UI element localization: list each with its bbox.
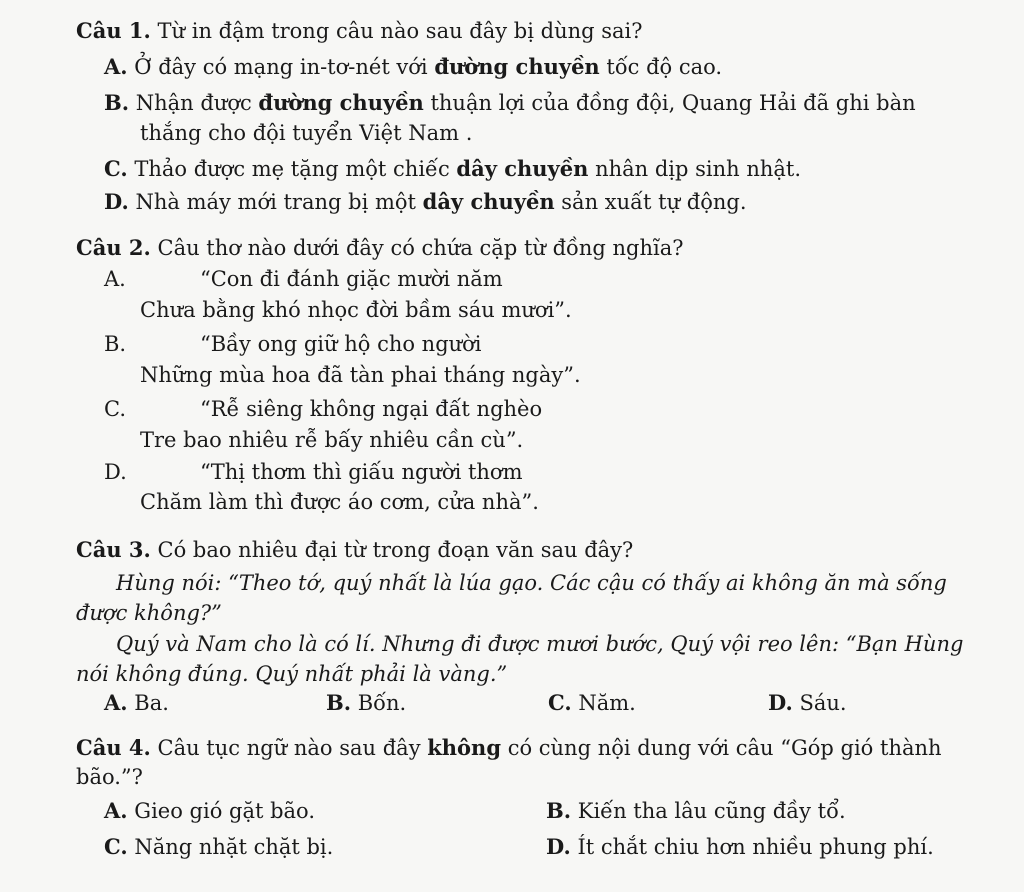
q1-stem [76,18,643,44]
q1-label: Câu 1. [76,18,151,43]
q3-c-text: Năm. [578,691,636,715]
q2-option-c-line1: “Rễ siêng không ngại đất nghèo [200,397,543,421]
q2-option-a-line1: “Con đi đánh giặc mười năm [200,267,503,291]
q1-option-b-line2: thắng cho đội tuyển Việt Nam . [140,121,473,145]
q2-label: Câu 2. [76,235,151,260]
q3-passage-p1-line2: được không?” [76,601,222,625]
q1-b-key: B. [104,90,130,115]
q1-option-a [104,54,722,80]
q2-option-d-key: D. [104,460,127,484]
q1-c-post: nhân dịp sinh nhật. [588,157,802,181]
q1-c-bold: dây chuyền [456,156,589,181]
q1-a-key: A. [104,54,128,79]
q3-passage-p2-line1: Quý và Nam cho là có lí. Nhưng đi được mươi bước, Quý vội reo lên: “Bạn Hùng [116,632,964,656]
q4-label: Câu 4. [76,735,151,760]
q3-option-c [548,690,636,716]
q2-option-c-key: C. [104,397,126,421]
q3-option-d [768,690,847,716]
q2-option-a-key: A. [104,267,126,291]
q2-option-c-line2: Tre bao nhiêu rễ bấy nhiêu cần cù”. [140,428,524,452]
q4-stem-line2: bão.”? [76,765,143,789]
q4-post: có cùng nội dung với câu “Góp gió thành [501,736,942,760]
q2-option-b-line1: “Bầy ong giữ hộ cho người [200,332,482,356]
q4-pre: Câu tục ngữ nào sau đây [157,736,428,760]
q1-b-bold: đường chuyền [258,90,424,115]
q2-stem [76,235,684,261]
q1-option-d [104,189,747,215]
q4-bold: không [427,735,502,760]
q3-b-text: Bốn. [357,691,407,715]
q3-d-key: D. [768,690,793,715]
q4-b-key: B. [546,798,572,823]
q4-c-text: Năng nhặt chặt bị. [134,835,334,859]
q1-option-c [104,156,801,182]
q4-option-b [546,798,846,824]
q4-option-c [104,834,333,860]
q3-c-key: C. [548,690,572,715]
q3-passage-p2-line2: nói không đúng. Quý nhất phải là vàng.” [76,662,508,686]
q3-option-a [104,690,169,716]
q4-option-d [546,834,934,860]
q3-a-text: Ba. [134,691,169,715]
q4-option-a [104,798,315,824]
q3-b-key: B. [326,690,352,715]
q3-d-text: Sáu. [799,691,847,715]
q1-d-post: sản xuất tự động. [554,190,747,214]
q4-c-key: C. [104,834,128,859]
q2-option-a-line2: Chưa bằng khó nhọc đời bầm sáu mươi”. [140,298,572,322]
q1-a-post: tốc độ cao. [599,55,723,79]
q4-d-key: D. [546,834,571,859]
q3-stem [76,537,633,563]
q4-stem [76,735,942,761]
q1-text: Từ in đậm trong câu nào sau đây bị dùng sai? [157,19,643,43]
q3-option-b [326,690,406,716]
q3-label: Câu 3. [76,537,151,562]
q1-d-key: D. [104,189,129,214]
q3-passage-p1-line1: Hùng nói: “Theo tớ, quý nhất là lúa gạo. Các cậu có thấy ai không ăn mà sống [116,571,947,595]
q4-b-text: Kiến tha lâu cũng đầy tổ. [577,799,846,823]
q1-b-post: thuận lợi của đồng đội, Quang Hải đã ghi bàn [423,91,916,115]
q2-option-b-line2: Những mùa hoa đã tàn phai tháng ngày”. [140,363,581,387]
q1-d-bold: dây chuyền [422,189,555,214]
q1-option-b [104,90,916,116]
q2-text: Câu thơ nào dưới đây có chứa cặp từ đồng nghĩa? [157,236,684,260]
q2-option-d-line1: “Thị thơm thì giấu người thơm [200,460,523,484]
q2-option-d-line2: Chăm làm thì được áo cơm, cửa nhà”. [140,490,539,514]
q1-d-pre: Nhà máy mới trang bị một [135,190,423,214]
q3-a-key: A. [104,690,128,715]
q1-c-pre: Thảo được mẹ tặng một chiếc [134,157,457,181]
q1-a-pre: Ở đây có mạng in-tơ-nét với [134,55,435,79]
q3-text: Có bao nhiêu đại từ trong đoạn văn sau đây? [157,538,634,562]
q4-d-text: Ít chắt chiu hơn nhiều phung phí. [577,835,934,859]
q4-a-text: Gieo gió gặt bão. [134,799,316,823]
q4-a-key: A. [104,798,128,823]
q1-a-bold: đường chuyền [434,54,600,79]
q2-option-b-key: B. [104,332,127,356]
q1-b-pre: Nhận được [135,91,259,115]
q1-c-key: C. [104,156,128,181]
